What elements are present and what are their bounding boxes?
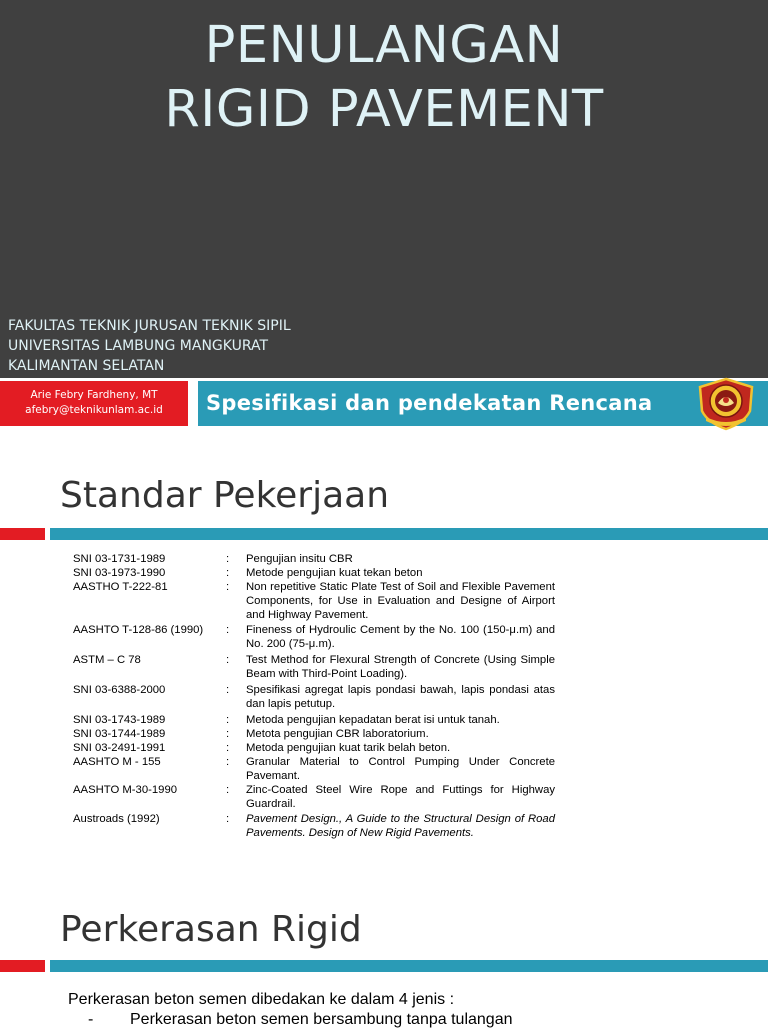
slide-title-perkerasan: Perkerasan Rigid [60, 909, 362, 950]
standard-colon: : [226, 813, 230, 825]
standards-table [73, 552, 555, 840]
standard-colon: : [226, 756, 230, 768]
standard-row [73, 727, 555, 741]
title-line-1: PENULANGAN [204, 16, 564, 75]
bullet-dash: - [88, 1011, 94, 1028]
standard-row [73, 580, 555, 622]
standard-row [73, 683, 555, 711]
standard-description: Granular Material to Control Pumping Under Concrete Pavemant. [246, 756, 555, 782]
standard-code: SNI 03-1973-1990 [73, 567, 166, 579]
standard-description: Pavement Design., A Guide to the Structural Design of Road Pavements. Design of New Rigid Pavements. [246, 813, 555, 839]
title-block [0, 0, 768, 378]
standard-code: AASTHO T-222-81 [73, 581, 168, 593]
standard-code: AASHTO M-30-1990 [73, 784, 178, 796]
standard-colon: : [226, 553, 230, 565]
author-name: Arie Febry Fardheny, MT [30, 389, 158, 401]
title-rule-red [0, 528, 45, 540]
title-slide [0, 0, 768, 437]
standard-description: Metota pengujian CBR laboratorium. [246, 728, 429, 740]
standard-description: Test Method for Flexural Strength of Concrete (Using Simple Beam with Third-Point Loading). [246, 654, 555, 680]
standard-row [73, 755, 555, 783]
author-email: afebry@teknikunlam.ac.id [25, 404, 163, 416]
standard-description: Spesifikasi agregat lapis pondasi bawah, lapis pondasi atas dan lapis petutup. [246, 684, 555, 710]
university-crest-icon [696, 377, 756, 431]
standard-description: Non repetitive Static Plate Test of Soil and Flexible Pavement Components, for Use in Evaluation and Designe of Airport and Highway Pavement. [246, 581, 555, 621]
standard-row [73, 653, 555, 681]
standard-code: SNI 03-1731-1989 [73, 553, 166, 565]
main-title [0, 14, 768, 142]
standard-colon: : [226, 714, 230, 726]
subtitle-line: KALIMANTAN SELATAN [8, 358, 165, 374]
standard-code: SNI 03-2491-1991 [73, 742, 166, 754]
standard-row [73, 713, 555, 727]
standard-colon: : [226, 654, 230, 666]
standard-description: Metoda pengujian kuat tarik belah beton. [246, 742, 451, 754]
title-line-2: RIGID PAVEMENT [164, 80, 604, 139]
standard-description: Fineness of Hydroulic Cement by the No. 100 (150-μ.m) and No. 200 (75-μ.m). [246, 624, 555, 650]
standard-description: Metode pengujian kuat tekan beton [246, 567, 423, 579]
subtitle-line: UNIVERSITAS LAMBUNG MANGKURAT [8, 338, 269, 354]
title-rule-blue [50, 960, 768, 972]
standard-code: SNI 03-6388-2000 [73, 684, 166, 696]
standard-code: AASHTO T-128-86 (1990) [73, 624, 204, 636]
standard-colon: : [226, 784, 230, 796]
standard-colon: : [226, 684, 230, 696]
standard-colon: : [226, 742, 230, 754]
topic-bar [198, 381, 768, 426]
standard-code: AASHTO M - 155 [73, 756, 161, 768]
bullet-item [68, 1010, 512, 1030]
standard-row [73, 552, 555, 566]
standard-row [73, 623, 555, 651]
standard-description: Metoda pengujian kepadatan berat isi untuk tanah. [246, 714, 500, 726]
standard-row [73, 566, 555, 580]
standard-row [73, 741, 555, 755]
topic-title: Spesifikasi dan pendekatan Rencana [206, 391, 653, 415]
standard-colon: : [226, 728, 230, 740]
standard-code: SNI 03-1743-1989 [73, 714, 166, 726]
intro-text: Perkerasan beton semen dibedakan ke dalam 4 jenis : [68, 991, 455, 1008]
institution-subtitle [8, 316, 291, 376]
subtitle-line: FAKULTAS TEKNIK JURUSAN TEKNIK SIPIL [8, 318, 291, 334]
title-rule-red [0, 960, 45, 972]
standard-colon: : [226, 567, 230, 579]
standard-colon: : [226, 624, 230, 636]
standard-code: SNI 03-1744-1989 [73, 728, 166, 740]
standard-description: Pengujian insitu CBR [246, 553, 353, 565]
bullet-text: Perkerasan beton semen bersambung tanpa tulangan [130, 1011, 513, 1028]
author-box [0, 381, 188, 426]
perkerasan-body [68, 990, 512, 1030]
standard-code: Austroads (1992) [73, 813, 160, 825]
standard-code: ASTM – C 78 [73, 654, 141, 666]
standard-description: Zinc-Coated Steel Wire Rope and Futtings for Highway Guardrail. [246, 784, 555, 810]
standard-row [73, 812, 555, 840]
slide-title-standar: Standar Pekerjaan [60, 475, 390, 516]
title-rule-blue [50, 528, 768, 540]
standard-colon: : [226, 581, 230, 593]
standard-row [73, 783, 555, 811]
